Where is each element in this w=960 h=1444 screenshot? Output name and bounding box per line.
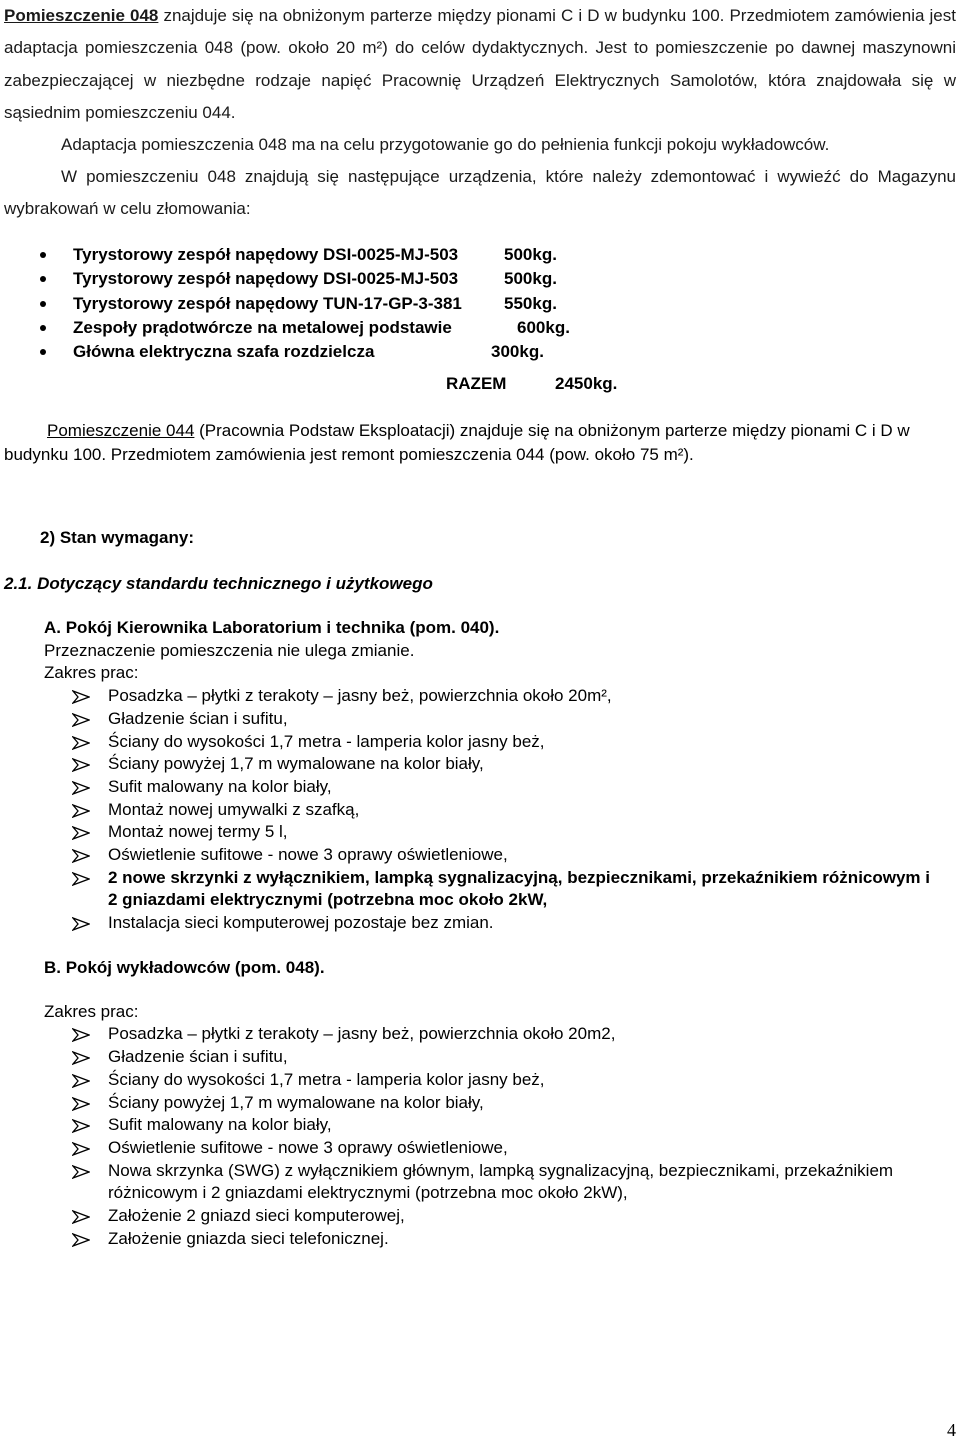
room-a-work-list — [44, 685, 944, 935]
work-item-text: Sufit malowany na kolor biały, — [108, 776, 332, 796]
equipment-name: Tyrystorowy zespół napędowy DSI-0025-MJ-503 — [73, 269, 459, 289]
work-item-text: Ściany powyżej 1,7 m wymalowane na kolor biały, — [108, 754, 484, 774]
total-value: 2450kg. — [555, 374, 618, 393]
work-item — [44, 867, 944, 912]
bullet-dot-icon — [40, 301, 46, 307]
work-item — [44, 1137, 944, 1160]
work-item — [44, 799, 944, 822]
work-item-text: 2 nowe skrzynki z wyłącznikiem, lampką sygnalizacyjną, bezpiecznikami, przekaźnikiem różnicowym i 2 gniazdami elektrycznymi (potrzebna moc około 2kW, — [108, 867, 930, 910]
bullet-dot-icon — [40, 252, 46, 258]
work-item — [44, 1205, 944, 1228]
equipment-name: Tyrystorowy zespół napędowy TUN-17-GP-3-381 — [73, 293, 462, 313]
work-item — [44, 731, 944, 754]
equipment-item — [0, 292, 557, 316]
work-item-text: Instalacja sieci komputerowej pozostaje bez zmian. — [108, 913, 494, 933]
work-item — [44, 821, 944, 844]
intro-paragraph-1-text: znajduje się na obniżonym parterze między pionami C i D w budynku 100. Przedmiotem zamówienia jest adaptacja pomieszczenia 048 (pow. około 20 m²) do celów dydaktycznych. Jest to pomieszczenie po dawnej maszynowni zabezpieczającej w niezbędne rodzaje napięć Pracownię Urządzeń Elektrycznych Samolotów, która znajdowała się w sąsiednim pomieszczeniu 044. — [4, 6, 956, 122]
work-item — [44, 844, 944, 867]
work-item-text: Gładzenie ścian i sufitu, — [108, 1047, 288, 1067]
bullet-dot-icon — [40, 349, 46, 355]
equipment-item — [0, 267, 557, 291]
arrowhead-icon — [72, 1028, 90, 1042]
equipment-name: Główna elektryczna szafa rozdzielcza — [73, 342, 375, 362]
equipment-list — [0, 243, 570, 364]
work-item — [44, 1046, 944, 1069]
arrowhead-icon — [72, 758, 90, 772]
work-item — [44, 1228, 944, 1251]
equipment-weight: 300kg. — [491, 342, 544, 362]
arrowhead-icon — [72, 1142, 90, 1156]
heading-technical-standard: 2.1. Dotyczący standardu technicznego i użytkowego — [4, 574, 433, 593]
intro-paragraph-3: W pomieszczeniu 048 znajdują się następujące urządzenia, które należy zdemontować i wywieźć do Magazynu wybrakowań w celu złomowania: — [4, 167, 956, 219]
equipment-name: Zespoły prądotwórcze na metalowej podstawie — [73, 317, 452, 337]
work-item — [44, 1023, 944, 1046]
total-label: RAZEM — [446, 374, 507, 393]
room-044-section — [4, 419, 934, 467]
work-item-text: Montaż nowej termy 5 l, — [108, 822, 288, 842]
work-item — [44, 1069, 944, 1092]
arrowhead-icon — [72, 1165, 90, 1179]
arrowhead-icon — [72, 1119, 90, 1133]
page-number: 4 — [947, 1420, 956, 1440]
equipment-weight: 500kg. — [504, 245, 557, 264]
room-a-scope-label: Zakres prac: — [44, 663, 139, 683]
work-item — [44, 776, 944, 799]
arrowhead-icon — [72, 1210, 90, 1224]
work-item-text: Posadzka – płytki z terakoty – jasny beż, powierzchnia około 20m², — [108, 686, 612, 706]
intro-paragraph-2: Adaptacja pomieszczenia 048 ma na celu przygotowanie go do pełnienia funkcji pokoju wykładowców. — [61, 135, 830, 155]
arrowhead-icon — [72, 1233, 90, 1247]
work-item-text: Sufit malowany na kolor biały, — [108, 1115, 332, 1135]
work-item — [44, 1114, 944, 1137]
arrowhead-icon — [72, 713, 90, 727]
bullet-dot-icon — [40, 276, 46, 282]
equipment-name: Tyrystorowy zespół napędowy DSI-0025-MJ-503 — [73, 245, 459, 264]
work-item — [44, 753, 944, 776]
work-item — [44, 708, 944, 731]
heading-required-state: 2) Stan wymagany: — [40, 528, 194, 547]
work-item-text: Montaż nowej umywalki z szafką, — [108, 799, 360, 819]
arrowhead-icon — [72, 1074, 90, 1088]
work-item — [44, 1092, 944, 1115]
room-044-paragraph — [4, 419, 934, 467]
arrowhead-icon — [72, 826, 90, 840]
equipment-item — [0, 340, 544, 364]
work-item-text: Założenie gniazda sieci telefonicznej. — [108, 1228, 389, 1248]
arrowhead-icon — [72, 736, 90, 750]
arrowhead-icon — [72, 690, 90, 704]
room-a-title: A. Pokój Kierownika Laboratorium i technika (pom. 040). — [44, 618, 500, 637]
work-item-text: Oświetlenie sufitowe - nowe 3 oprawy oświetleniowe, — [108, 845, 508, 865]
equipment-item — [0, 243, 557, 267]
arrowhead-icon — [72, 1051, 90, 1065]
equipment-item — [0, 316, 570, 340]
intro-section — [4, 0, 956, 225]
work-item-text: Ściany powyżej 1,7 m wymalowane na kolor biały, — [108, 1092, 484, 1112]
arrowhead-icon — [72, 872, 90, 886]
equipment-weight: 550kg. — [504, 293, 557, 313]
room-b-scope-label: Zakres prac: — [44, 1001, 139, 1021]
arrowhead-icon — [72, 1097, 90, 1111]
room-b-work-list — [44, 1023, 944, 1250]
room-a-section — [44, 617, 944, 935]
room-044-label: Pomieszczenie 044 — [47, 421, 195, 440]
room-b-section — [44, 957, 944, 1250]
arrowhead-icon — [72, 849, 90, 863]
room-b-title: B. Pokój wykładowców (pom. 048). — [44, 958, 325, 977]
work-item — [44, 912, 944, 935]
arrowhead-icon — [72, 781, 90, 795]
intro-paragraph-1 — [4, 0, 956, 129]
room-048-label: Pomieszczenie 048 — [4, 6, 159, 25]
work-item — [44, 1160, 944, 1205]
work-item-text: Oświetlenie sufitowe - nowe 3 oprawy oświetleniowe, — [108, 1137, 508, 1157]
work-item-text: Założenie 2 gniazd sieci komputerowej, — [108, 1206, 405, 1226]
work-item-text: Nowa skrzynka (SWG) z wyłącznikiem głównym, lampką sygnalizacyjną, bezpiecznikami, przekaźnikiem różnicowym i 2 gniazdami elektrycznymi (potrzebna moc około 2kW), — [108, 1160, 894, 1203]
room-044-text: (Pracownia Podstaw Eksploatacji) znajduje się na obniżonym parterze między pionami C i D w budynku 100. Przedmiotem zamówienia jest remont pomieszczenia 044 (pow. około 75 m²). — [4, 421, 910, 465]
work-item-text: Ściany do wysokości 1,7 metra - lamperia kolor jasny beż, — [108, 1069, 545, 1089]
equipment-weight: 500kg. — [504, 269, 557, 289]
bullet-dot-icon — [40, 325, 46, 331]
equipment-weight: 600kg. — [517, 317, 570, 337]
work-item-text: Gładzenie ścian i sufitu, — [108, 708, 288, 728]
work-item-text: Ściany do wysokości 1,7 metra - lamperia kolor jasny beż, — [108, 731, 545, 751]
arrowhead-icon — [72, 804, 90, 818]
room-a-purpose: Przeznaczenie pomieszczenia nie ulega zmianie. — [44, 640, 415, 660]
work-item-text: Posadzka – płytki z terakoty – jasny beż, powierzchnia około 20m2, — [108, 1024, 616, 1044]
arrowhead-icon — [72, 917, 90, 931]
work-item — [44, 685, 944, 708]
